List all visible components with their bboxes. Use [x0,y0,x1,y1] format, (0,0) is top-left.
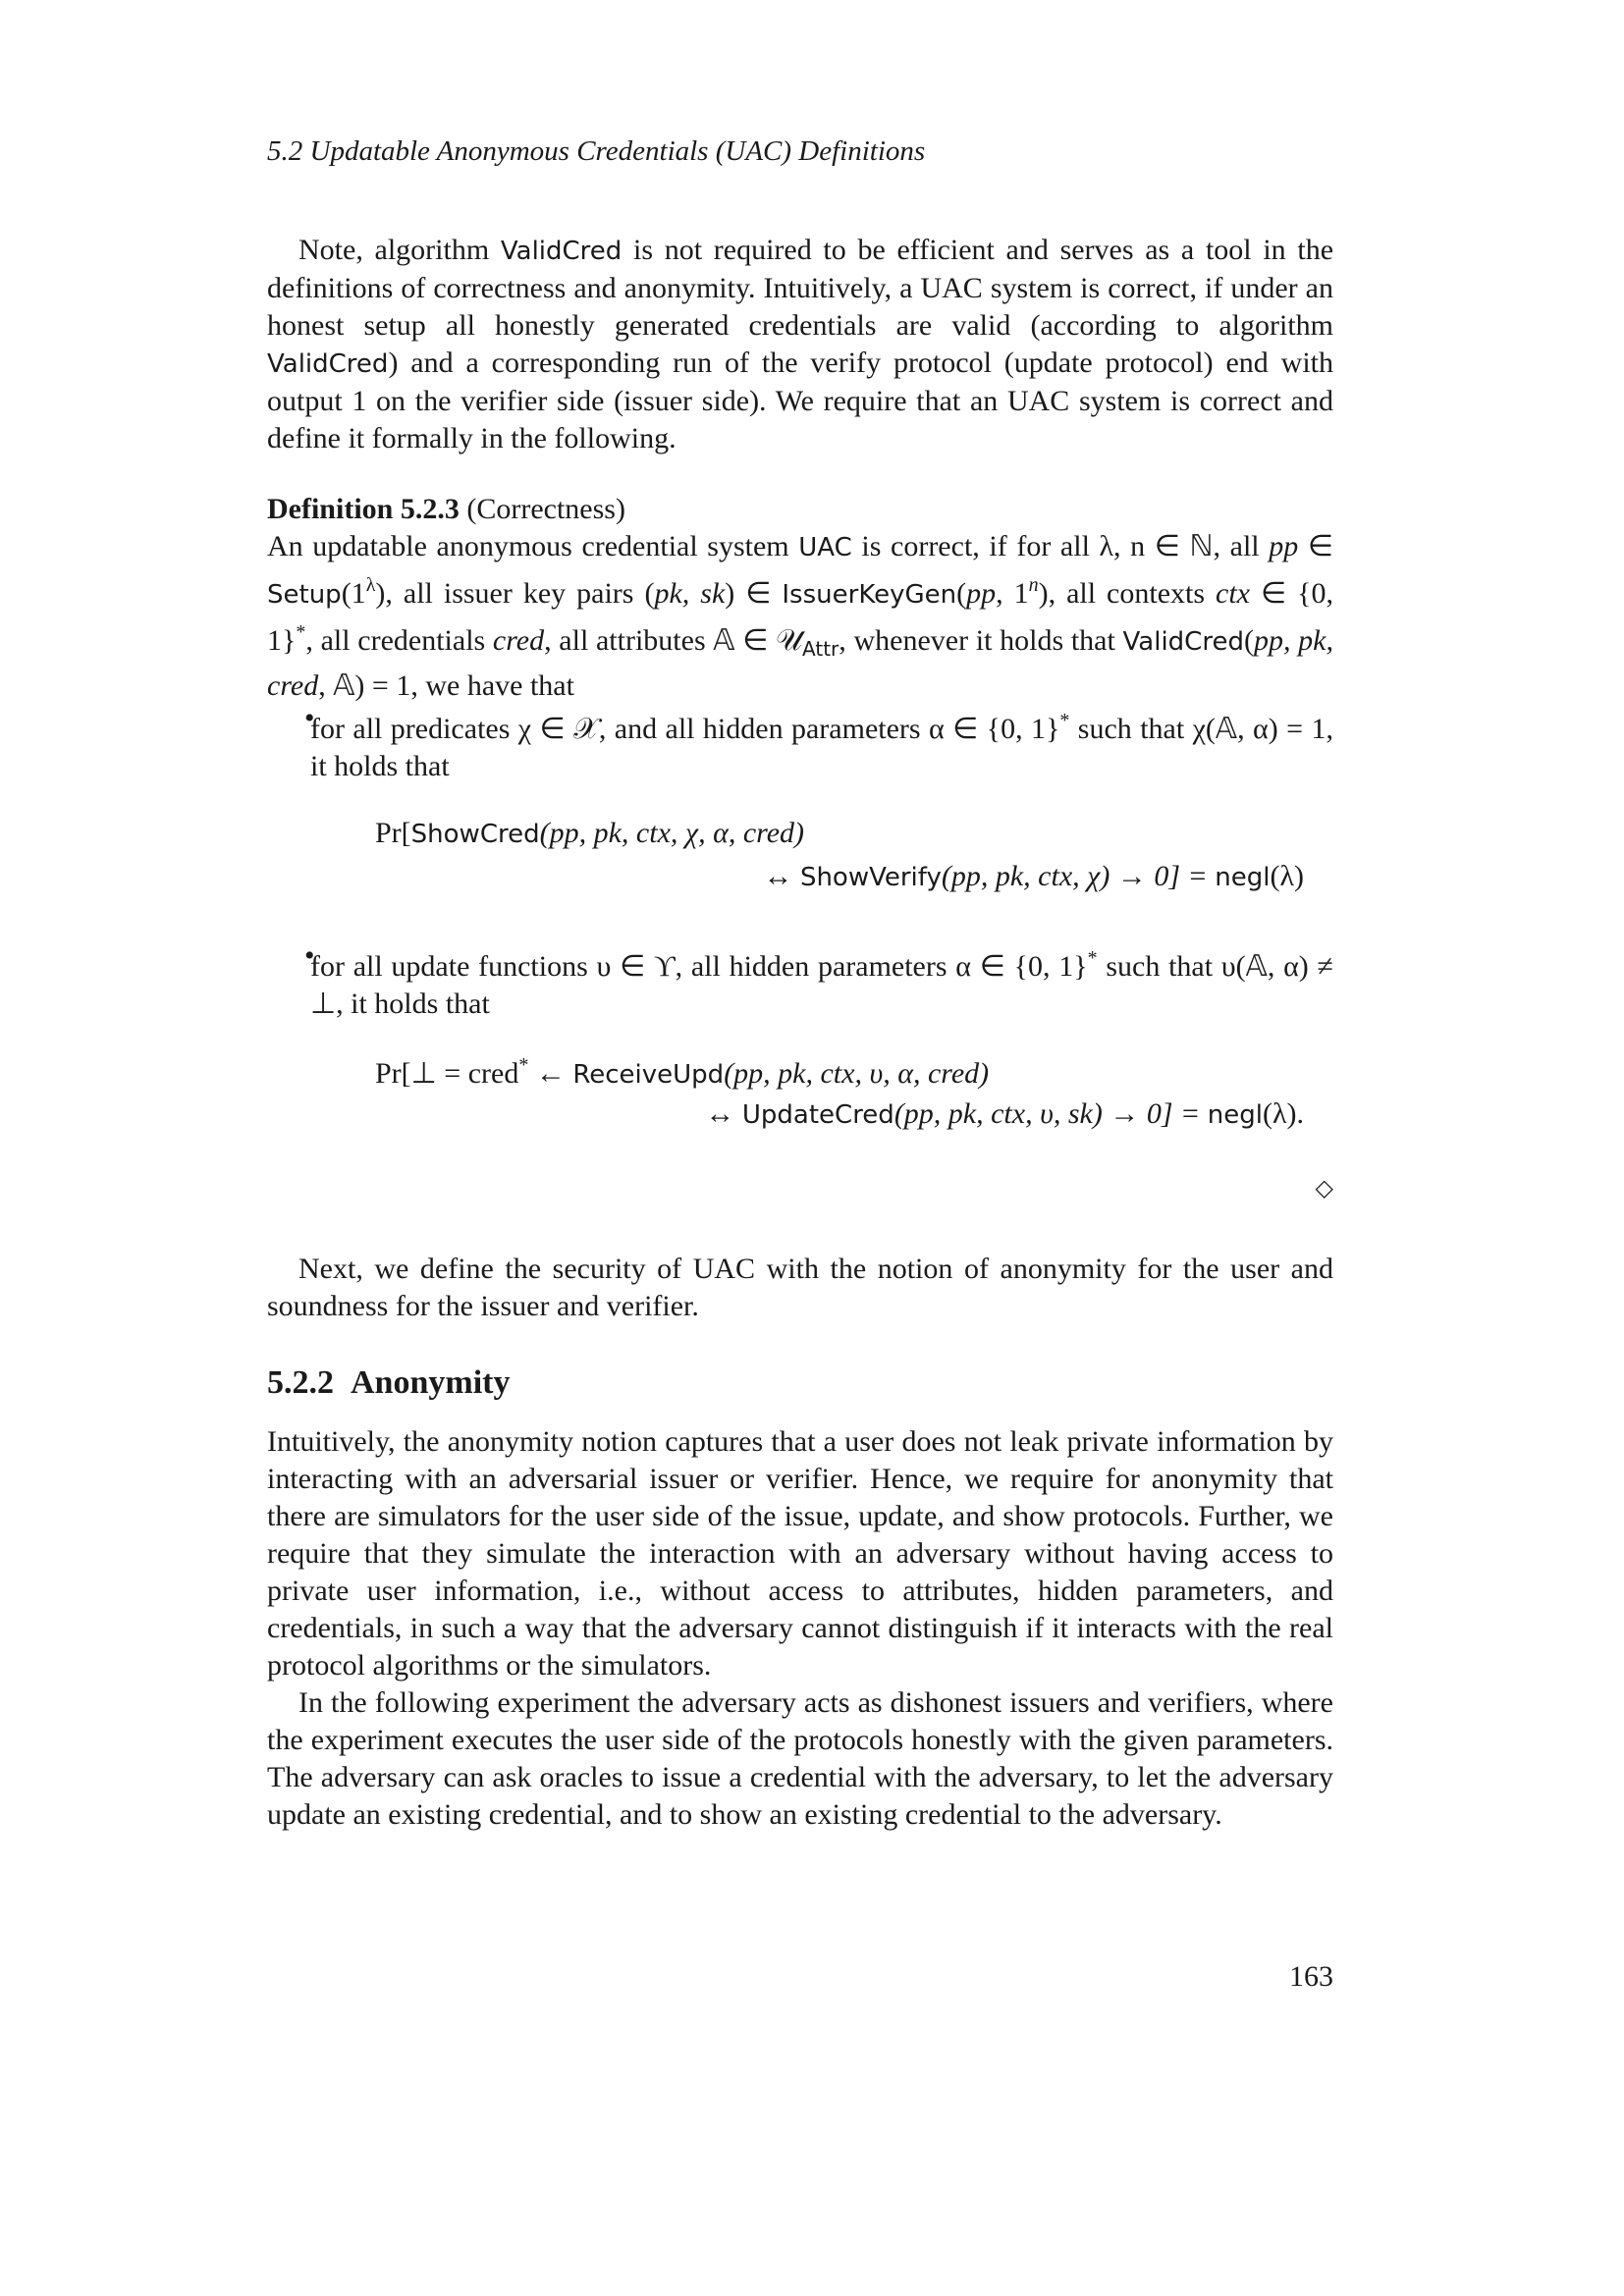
bullet-show-correctness: for all predicates χ ∈ 𝒳, and all hidden parameters α ∈ {0, 1}* such that χ(𝔸, α) = 1, it holds that [310,710,1334,782]
bullet-marker: • [304,702,315,734]
page [267,0,1333,2296]
paragraph-anonymity-experiment: In the following experiment the adversary acts as dishonest issuers and verifiers, where the experiment executes the user side of the protocols honestly with the given parameters. The adversary can ask oracles to issue a credential with the adversary, to let the adversary update an existing credential, and to show an existing credential to the adversary. [267,1686,1333,1831]
section-heading: 5.2.2 Anonymity [267,1364,511,1401]
paragraph-validcred-note: Note, algorithm ValidCred is not required to be efficient and serves as a tool in the definitions of correctness and anonymity. Intuitively, a UAC system is correct, if under an honest setup all honestly generated credentials are valid (according to algorithm ValidCred) and a corresponding run of the verify protocol (update protocol) end with output 1 on the verifier side (issuer side). We require that an UAC system is correct and define it formally in the following. [267,234,1334,454]
page-number: 163 [1289,1960,1333,1993]
running-header: 5.2 Updatable Anonymous Credentials (UAC) Definitions [267,135,926,167]
paragraph-anonymity-intro: Intuitively, the anonymity notion captures that a user does not leak private information by interacting with an adversarial issuer or verifier. Hence, we require for anonymity that there are simulators for the user side of the issue, update, and show protocols. Further, we require that they simulate the interaction with an adversary without having access to private user information, i.e., without access to attributes, hidden parameters, and credentials, in such a way that the adversary cannot distinguish if it interacts with the real protocol algorithms or the simulators. [267,1425,1333,1682]
algo-validcred: ValidCred [500,237,623,266]
paragraph-next: Next, we define the security of UAC with the notion of anonymity for the user and soundness for the issuer and verifier. [267,1253,1333,1322]
definition-correctness: Definition 5.2.3 (Correctness) An updatable anonymous credential system UAC is correct, if for all λ, n ∈ ℕ, all pp ∈ $Setup(1^\lambda)$, all issuer key pairs (pk, sk) ∈ IssuerKeyGen(pp, 1$^n$), all contexts ctx ∈ {0, 1}*, all credentials cred, all attributes 𝔸 ∈ 𝒰$_{Attr}$, whenever it holds that ValidCred(pp, pk, cred, 𝔸) = 1, we have that [267,493,1334,702]
definition-name: (Correctness) [466,493,625,525]
equation-show-line1: Pr[ShowCred(pp, pk, ctx, χ, α, cred) [375,817,805,849]
bullet-update-correctness: for all update functions υ ∈ ϒ, all hidden parameters α ∈ {0, 1}* such that υ(𝔸, α) ≠ ⊥, it holds that [310,947,1333,1020]
definition-label: Definition 5.2.3 [267,493,460,525]
equation-show-line2: ↔ ShowVerify(pp, pk, ctx, χ) → 0] = negl(λ) [763,860,1304,892]
equation-update-line2: ↔ UpdateCred(pp, pk, ctx, υ, sk) → 0] = negl(λ). [705,1097,1304,1130]
end-of-definition-marker: ◇ [1315,1174,1333,1201]
bullet-marker: • [304,939,315,972]
algo-validcred: ValidCred [267,349,389,379]
equation-update-line1: Pr[⊥ = cred* ← ReceiveUpd(pp, pk, ctx, υ, α, cred) [375,1054,990,1090]
